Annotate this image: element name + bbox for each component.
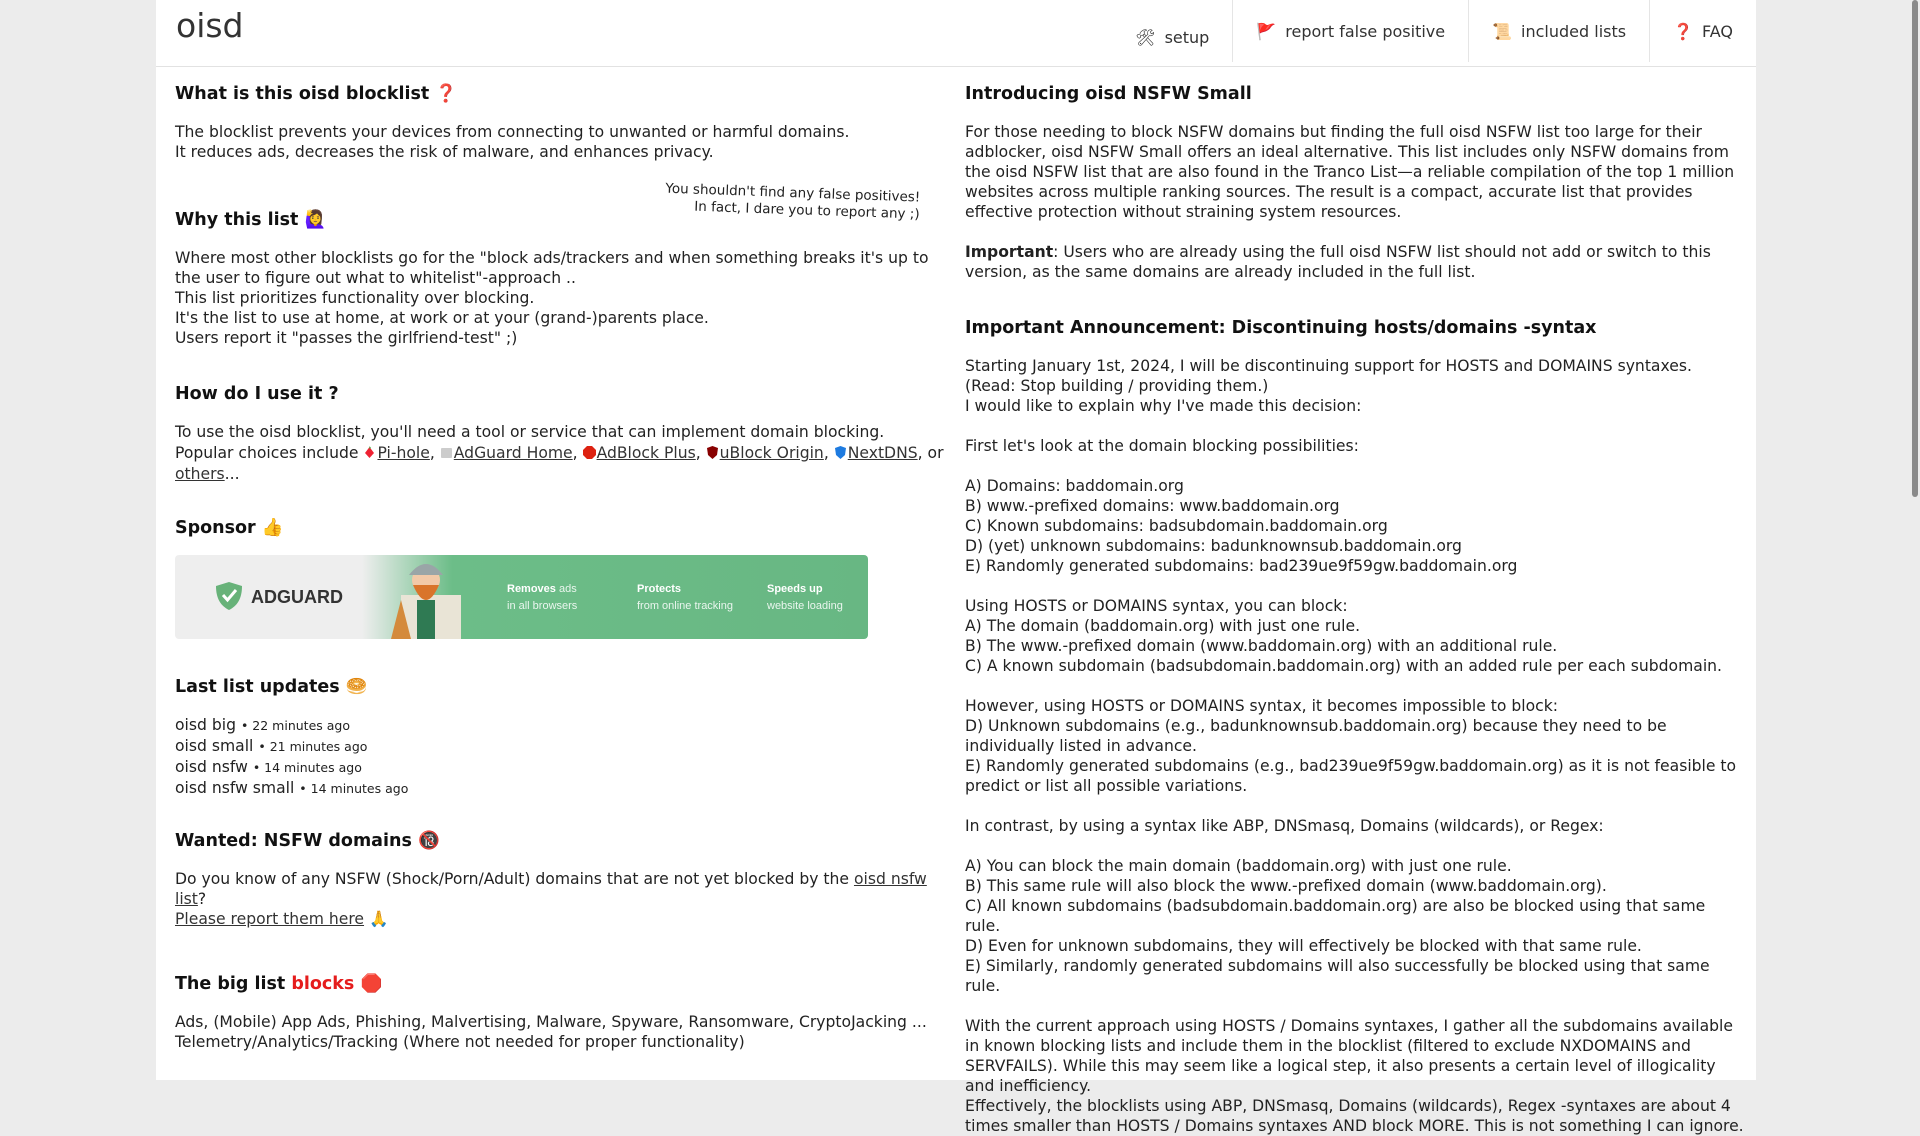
adguard-shield-icon (215, 581, 243, 611)
ublock-origin-icon (706, 444, 719, 457)
main-nav (1112, 0, 1756, 66)
nsfw-small-heading: Introducing oisd NSFW Small (965, 84, 1252, 104)
no-under-18-icon: 🔞 (417, 831, 440, 851)
nav-included-label: included lists (1521, 21, 1627, 41)
adblock-plus-icon (583, 444, 596, 457)
nav-setup-label: setup (1164, 27, 1210, 47)
sponsor-banner[interactable] (175, 555, 868, 639)
nav-report-false-positive[interactable] (1232, 0, 1468, 62)
list-item: oisd small • 21 minutes ago (175, 737, 368, 755)
flag-icon: 🚩 (1256, 21, 1277, 41)
big-list-heading: The big list blocks 🛑 (175, 974, 383, 994)
scroll-icon: 📜 (1492, 21, 1513, 41)
link-others[interactable]: others (175, 465, 225, 483)
pihole-icon (363, 444, 376, 457)
nav-faq-label: FAQ (1702, 21, 1733, 41)
link-report-nsfw[interactable]: Please report them here (175, 910, 365, 928)
announcement-text: Starting January 1st, 2024, I will be discontinuing support for HOSTS and DOMAINS syntaxes. (Read: Stop building / providing them.) I would like to explain why I've made this decision: First let's look at the domain blocking possibilities: A) Domains: baddomain.org B) www.-prefixed domains: www.baddomain.org C) Known subdomains: badsubdomain.baddomain.org D) (yet) unknown subdomains: badunknownsub.baddomain.org E) Randomly generated subdomains: bad239ue9f59gw.baddomain.org Using HOSTS or DOMAINS syntax, you can block: A) The domain (baddomain.org) with just one rule. B) The www.-prefixed domain (www.baddomain.org) with an additional rule. C) A known subdomain (badsubdomain.baddomain.org) with an added rule per each subdomain. However, using HOSTS or DOMAINS syntax, it becomes impossible to block: D) Unknown subdomains (e.g., badunknownsub.baddomain.org) because they need to be individually listed in advance. E) Randomly generated subdomains (e.g., bad239ue9f59gw.baddomain.org) as it is not feasible to predict or list all possible variations. In contrast, by using a syntax like ABP, DNSmasq, Domains (wildcards), or Regex: A) You can block the main domain (baddomain.org) with just one rule. B) This same rule will also block the www.-prefixed domain (www.baddomain.org). C) All known subdomains (badsubdomain.baddomain.org) are also be blocked using that same rule. D) Even for unknown subdomains, they will effectively be blocked with that same rule. E) Similarly, randomly generated subdomains will also successfully be blocked using that same rule. With the current approach using HOSTS / Domains syntaxes, I gather all the subdomains available in known blocking lists and include them in the blocklist (filtered to exclude NXDOMAINS and SERVFAILS). While this may seem like a logical step, it also presents a certain level of illogicality and inefficiency. Effectively, the blocklists using ABP, DNSmasq, Domains (wildcards), Regex -syntaxes are about 4 times smaller than HOSTS / Domains syntaxes AND block MORE. This is not something I can ignore. (965, 357, 1744, 1135)
wanted-heading: Wanted: NSFW domains 🔞 (175, 831, 440, 851)
raising-hand-icon: 🙋‍♀️ (304, 210, 327, 230)
list-item: oisd nsfw • 14 minutes ago (175, 758, 362, 776)
praying-hands-icon: 🙏 (369, 910, 389, 928)
page-scrollbar[interactable] (1912, 0, 1918, 497)
stop-sign-icon: 🛑 (360, 974, 383, 994)
big-list-text: Ads, (Mobile) App Ads, Phishing, Malvertising, Malware, Spyware, Ransomware, CryptoJacking ... Telemetry/Analytics/Tracking (Where not needed for proper functionality) (175, 1013, 927, 1051)
top-navbar (156, 0, 1756, 67)
link-pihole[interactable]: Pi-hole (377, 444, 430, 462)
list-item: oisd nsfw small • 14 minutes ago (175, 779, 409, 797)
wanted-text: Do you know of any NSFW (Shock/Porn/Adult) domains that are not yet blocked by the oisd nsfw list? Please report them here 🙏 (175, 870, 927, 928)
tools-icon: 🛠 (1135, 27, 1156, 47)
question-icon: ❓ (1673, 21, 1693, 41)
false-positive-note: You shouldn't find any false positives! In fact, I dare you to report any ;) (665, 180, 921, 223)
updates-list (175, 715, 408, 799)
link-adguard-home[interactable]: AdGuard Home (453, 444, 573, 462)
link-ublock-origin[interactable]: uBlock Origin (719, 444, 824, 462)
sponsor-feature-3: Speeds up website loading (767, 583, 843, 612)
what-heading: What is this oisd blocklist ❓ (175, 84, 458, 104)
announcement-heading: Important Announcement: Discontinuing hosts/domains -syntax (965, 318, 1597, 338)
why-text: Where most other blocklists go for the "block ads/trackers and when something breaks it's up to the user to figure out what to whitelist"-approach .. This list prioritizes functionality over blocking. It's the list to use at home, at work or at your (grand-)parents place. Users report it "passes the girlfriend-test" ;) (175, 249, 929, 347)
nav-included-lists[interactable] (1468, 0, 1649, 62)
nav-report-label: report false positive (1285, 21, 1446, 41)
adguard-home-icon (440, 444, 453, 457)
nsfw-small-text: For those needing to block NSFW domains but finding the full oisd NSFW list too large for their adblocker, oisd NSFW Small offers an ideal alternative. This list includes only NSFW domains from the oisd NSFW list that are also found in the Tranco List—a reliable compilation of the top 1 million websites across multiple ranking sources. The result is a compact, accurate list that provides effective protection without straining system resources. Important: Users who are already using the full oisd NSFW list should not add or switch to this version, as the same domains are already included in the full list. (965, 123, 1735, 281)
question-mark-icon: ❓ (435, 84, 458, 104)
sponsor-brand: ADGUARD (251, 587, 343, 607)
nav-faq[interactable] (1649, 0, 1756, 62)
sponsor-heading: Sponsor 👍 (175, 518, 284, 538)
how-heading: How do I use it ? (175, 384, 339, 404)
link-nextdns[interactable]: NextDNS (847, 444, 918, 462)
how-text: To use the oisd blocklist, you'll need a tool or service that can implement domain blocking. Popular choices include Pi-hole, AdGuard Home, AdBlock Plus, uBlock Origin, NextDNS, or others... (175, 423, 944, 483)
bagel-icon: 🥯 (345, 677, 368, 697)
sponsor-feature-1: Removes ads in all browsers (507, 583, 578, 612)
page (156, 0, 1756, 1135)
nextdns-icon (834, 444, 847, 457)
sponsor-feature-2: Protects from online tracking (637, 583, 733, 612)
list-item: oisd big • 22 minutes ago (175, 716, 350, 734)
site-logo[interactable]: oisd (176, 6, 244, 45)
why-heading: Why this list 🙋‍♀️ (175, 210, 327, 230)
adguard-mascot-icon (371, 555, 481, 639)
link-adblock-plus[interactable]: AdBlock Plus (596, 444, 696, 462)
what-text: The blocklist prevents your devices from connecting to unwanted or harmful domains. It reduces ads, decreases the risk of malware, and enhances privacy. (175, 123, 850, 161)
updates-heading: Last list updates 🥯 (175, 677, 368, 697)
link-oisd-nsfw-list[interactable]: oisd nsfw list (175, 870, 927, 908)
nav-setup[interactable] (1112, 0, 1232, 68)
thumbs-up-icon: 👍 (261, 518, 284, 538)
